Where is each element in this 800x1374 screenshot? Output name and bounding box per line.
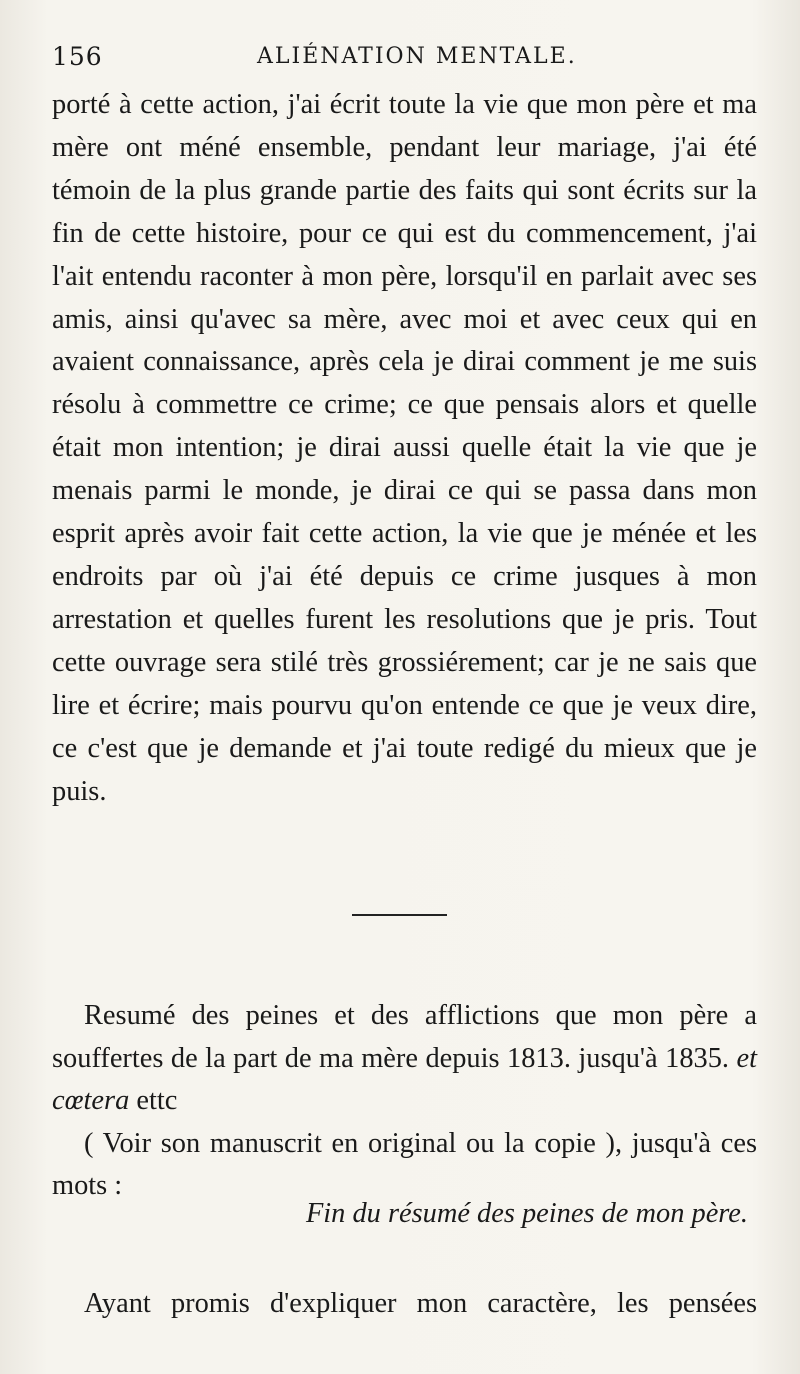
resume-italic: et cœtera [52,1042,757,1116]
resume-section [52,995,757,1208]
closing-line: Ayant promis d'expliquer mon caractère, les pensées [84,1288,757,1319]
body-paragraph: porté à cette action, j'ai écrit toute la vie que mon père et ma mère ont méné ensemble, pendant leur mariage, j'ai été témoin de la plus grande partie des faits qui sont écrits sur la fin de cette histoire, pour ce qui est du commencement, j'ai l'ait entendu raconter à mon père, lorsqu'il en parlait avec ses amis, ainsi qu'avec sa mère, avec moi et avec ceux qui en avaient connaissance, après cela je dirai comment je me suis résolu à commettre ce crime; ce que pensais alors et quelle était mon intention; je dirai aussi quelle était la vie que je menais parmi le monde, je dirai ce qui se passa dans mon esprit après avoir fait cette action, la vie que je ménée et les endroits par où j'ai été depuis ce crime jusques à mon arrestation et quelles furent les resolutions que je pris. Tout cette ouvrage sera stilé très grossiérement; car je ne sais que lire et écrire; mais pourvu qu'on entende ce que je veux dire, ce c'est que je demande et j'ai toute redigé du mieux que je puis. [52,89,757,807]
resume-ettc: ettc [136,1085,178,1116]
page-header [52,38,752,78]
resume-text: Resumé des peines et des afflictions que mon père a souffertes de la part de ma mère depuis 1813. jusqu'à 1835. [52,1000,757,1074]
see-manuscript-paragraph: ( Voir son manuscrit en original ou la copie ), jusqu'à ces mots : [52,1127,757,1201]
resume-paragraph [52,995,757,1123]
page-number: 156 [52,42,103,71]
running-title: ALIÉNATION MENTALE. [257,44,577,69]
fin-line: Fin du résumé des peines de mon père. [305,1198,748,1229]
section-divider [352,914,447,916]
